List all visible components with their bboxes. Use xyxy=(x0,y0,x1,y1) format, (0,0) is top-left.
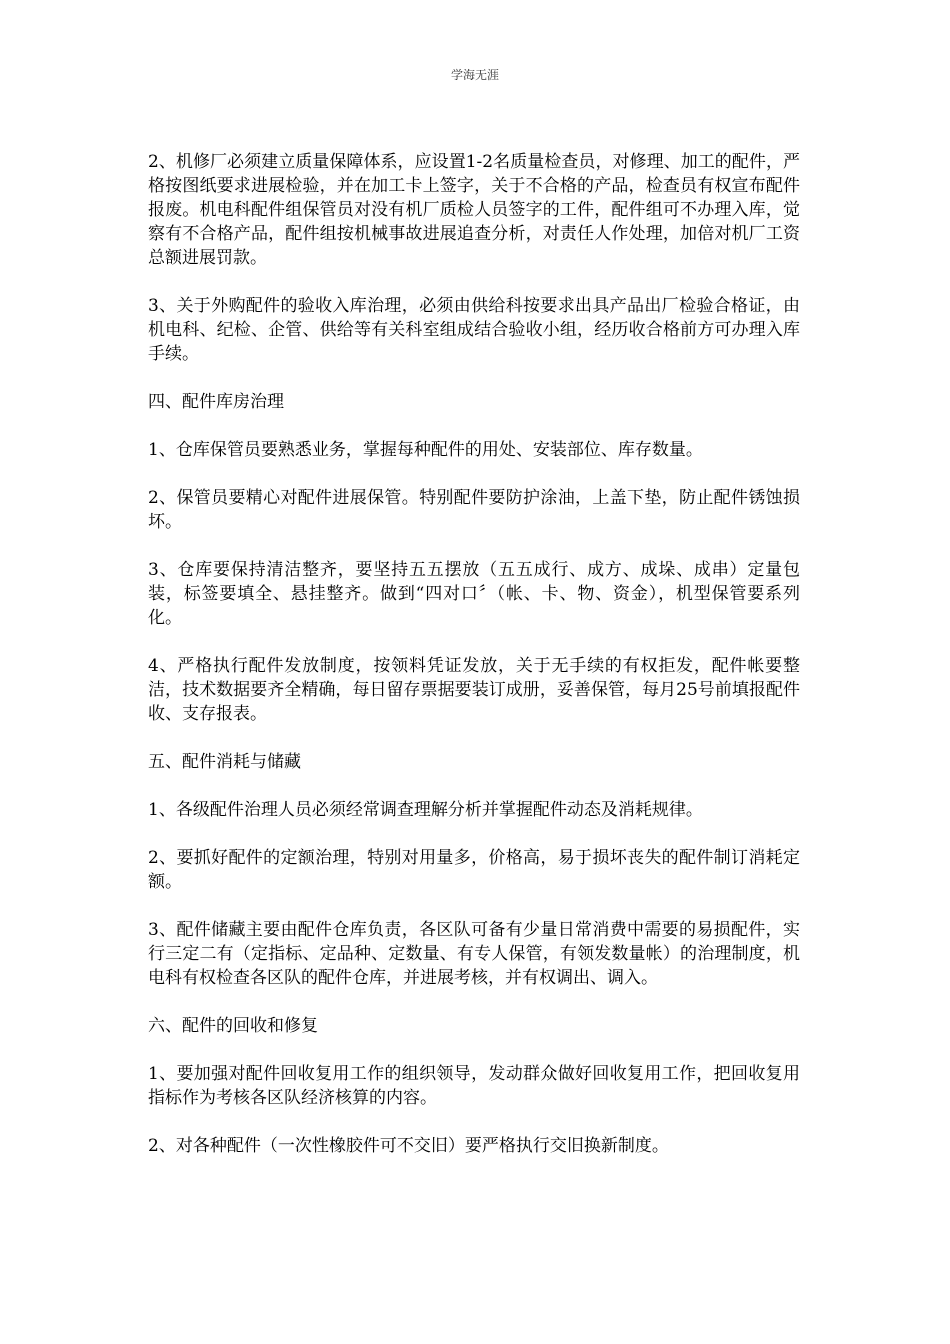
paragraph-6-2: 2、对各种配件（一次性橡胶件可不交旧）要严格执行交旧换新制度。 xyxy=(148,1136,669,1156)
section-heading-6: 六、配件的回收和修复 xyxy=(148,1016,318,1036)
paragraph-5-1: 1、各级配件治理人员必须经常调查理解分析并掌握配件动态及消耗规律。 xyxy=(148,800,703,820)
paragraph-4-3: 3、仓库要保持清洁整齐，要坚持五五摆放（五五成行、成方、成垛、成串）定量包装，标签要填全、悬挂整齐。做到“四对口〞（帐、卡、物、资金），机型保管要系列化。 xyxy=(148,560,800,628)
document-body xyxy=(148,150,800,1182)
section-heading-5: 五、配件消耗与储藏 xyxy=(148,752,301,772)
paragraph-6-1: 1、要加强对配件回收复用工作的组织领导，发动群众做好回收复用工作，把回收复用指标作为考核各区队经济核算的内容。 xyxy=(148,1064,800,1108)
paragraph-4-2: 2、保管员要精心对配件进展保管。特别配件要防护涂油，上盖下垫，防止配件锈蚀损坏。 xyxy=(148,488,800,532)
section-heading-4: 四、配件库房治理 xyxy=(148,392,284,412)
paragraph-3-purchased-parts: 3、关于外购配件的验收入库治理，必须由供给科按要求出具产品出厂检验合格证，由机电科、纪检、企管、供给等有关科室组成结合验收小组，经历收合格前方可办理入库手续。 xyxy=(148,296,800,364)
paragraph-5-2: 2、要抓好配件的定额治理，特别对用量多，价格高，易于损坏丧失的配件制订消耗定额。 xyxy=(148,848,800,892)
page-header: 学海无涯 xyxy=(450,68,499,82)
paragraph-5-3: 3、配件储藏主要由配件仓库负责，各区队可备有少量日常消费中需要的易损配件，实行三定二有（定指标、定品种、定数量、有专人保管，有领发数量帐）的治理制度，机电科有权检查各区队的配件仓库，并进展考核，并有权调出、调入。 xyxy=(148,920,800,988)
paragraph-4-4: 4、严格执行配件发放制度，按领料凭证发放，关于无手续的有权拒发，配件帐要整洁，技术数据要齐全精确，每日留存票据要装订成册，妥善保管，每月25号前填报配件收、支存报表。 xyxy=(148,656,800,724)
paragraph-2-quality-system: 2、机修厂必须建立质量保障体系，应设置1-2名质量检查员，对修理、加工的配件，严格按图纸要求进展检验，并在加工卡上签字，关于不合格的产品，检查员有权宣布配件报废。机电科配件组保管员对没有机厂质检人员签字的工件，配件组可不办理入库，觉察有不合格产品，配件组按机械事故进展追查分析，对责任人作处理，加倍对机厂工资总额进展罚款。 xyxy=(148,152,800,268)
paragraph-4-1: 1、仓库保管员要熟悉业务，掌握每种配件的用处、安装部位、库存数量。 xyxy=(148,440,703,460)
